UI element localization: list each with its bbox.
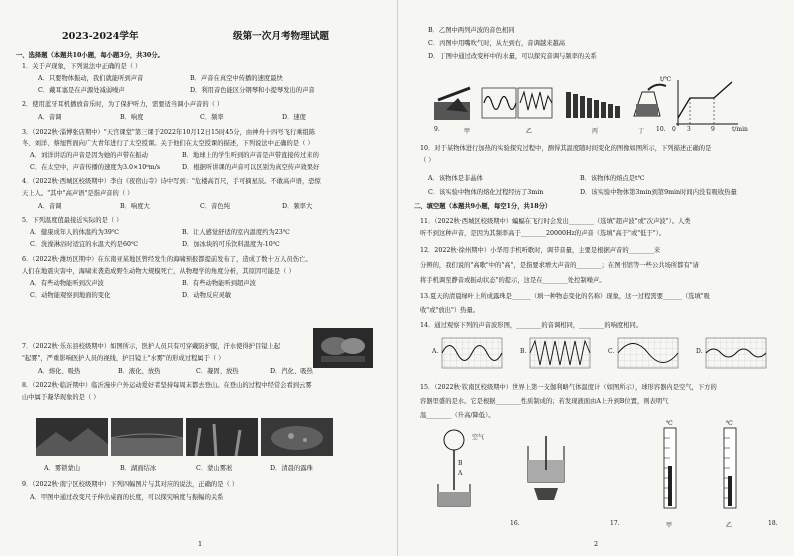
section-2-heading: 二、填空题（本题共9小题，每空1分，共18分） (414, 203, 552, 210)
q11-line-2: 听不到这种声音，是因为其频率高于________20000Hz的声音（选填"高于"或"低于"）。 (420, 230, 666, 237)
q10-y-axis-label: t/℃ (660, 76, 672, 83)
q12-line-2: 分辨的，我们说的"高歌"中的"高"，是指要求增大声音的________；在图书馆等一些公共场所都有"请 (420, 262, 699, 269)
q10-option-b[interactable]: B．该物体的熔点是t℃ (580, 175, 645, 182)
q13-line-1: 13.夏天的清晨绿叶上所成露珠是______（填一种物态变化的名称）现象，这一过程需要______（选填"吸 (420, 293, 710, 300)
fig-bing-label: 丙 (592, 128, 599, 135)
q4-line-1: 4．（2022秋·西城区校级期中）李白《夜宿山寺》诗中写到："危楼高百尺，手可摘星辰。不敢高声语，恐惊 (22, 178, 321, 185)
figure-bing-bottles (566, 92, 620, 118)
page-number-left: 1 (198, 540, 203, 548)
q8-option-b[interactable]: B．湖面结冰 (120, 465, 157, 472)
waveform-b (530, 338, 590, 368)
q15-line-1: 15．（2022秋·钦南区校级期中）世界上第一支伽利略气体温度计（如图所示），球形容器内是空气，下方的 (420, 384, 717, 391)
q6-option-b[interactable]: B．有些动物能听到超声波 (182, 280, 256, 287)
waveform-d-label: D. (696, 348, 703, 355)
waveform-b-label: B. (520, 348, 527, 355)
fig18-number: 18. (768, 520, 778, 527)
q2-option-c[interactable]: C．频率 (200, 114, 224, 121)
q1-option-d[interactable]: D．利用音色能区分钢琴和小提琴发出的声音 (190, 87, 315, 94)
q3-option-d[interactable]: D．根据听讲课的声音可以区别为真空传声效果好 (182, 164, 320, 171)
q10-heating-graph (676, 80, 738, 126)
q10-tick-9: 9 (711, 126, 715, 133)
q5-option-a[interactable]: A．健康成年人的体温约为39℃ (30, 229, 119, 236)
thermometer-jia-unit: ℃ (666, 420, 673, 427)
galileo-thermometer (438, 430, 470, 506)
waveform-a (442, 338, 502, 368)
q6-option-d[interactable]: D．动物反应灵敏 (182, 292, 232, 299)
photo-dew (261, 418, 333, 456)
q9-option-d[interactable]: D．丁图中通过改变杯中的水量，可以探究音调与频率的关系 (428, 53, 597, 60)
q10-x-axis-label: t/min (732, 126, 748, 133)
waveform-c-label: C. (608, 348, 615, 355)
q9-option-a[interactable]: A．甲图中通过改变尺子伸出桌面的长度，可以探究响度与振幅的关系 (30, 494, 224, 501)
q9-option-b[interactable]: B．乙图中两列声波的音色相同 (428, 27, 515, 34)
q4-line-2: 天上人。"其中"高声语"是指声音的（ ） (22, 190, 134, 197)
q12-line-3: 将手机调至静音或振动状态"的提示，这是在________处控制噪声。 (420, 277, 606, 284)
fig-ding-label: 丁 (638, 128, 645, 135)
q6-line-1: 6．（2022秋·潍坊区期中）在东南亚某地区曾经发生的海啸预报都提前发布了，造成了数十万人员伤亡。 (22, 256, 312, 263)
waveform-c (618, 338, 678, 368)
q11-line-1: 11．（2022秋·西城区校级期中）蝙蝠在飞行时会发出________（选填"超声波"或"次声波"）。人类 (420, 218, 691, 225)
photo-frozen-lake (111, 418, 183, 456)
beaker-heating (528, 436, 564, 500)
section-1-heading: 一、选择题（本题共10小题，每小题3分，共30分。 (16, 52, 164, 59)
point-b-label: B (458, 460, 463, 467)
q8-option-d[interactable]: D．清晨的露珠 (270, 465, 313, 472)
q1-option-c[interactable]: C．戴耳塞是在声源处减弱噪声 (38, 87, 125, 94)
q9-line-1: 9．（2022秋·南宁区校级期中）下列四幅图片与其对应的说法，正确的是（ ） (22, 481, 239, 488)
thermometer-yi (724, 428, 736, 508)
q3-option-c[interactable]: C．在太空中，声音传播的速度为3.0×10⁸m/s (30, 164, 161, 171)
q6-option-a[interactable]: A．有些动物能听到次声波 (30, 280, 104, 287)
right-page (397, 0, 794, 556)
q3-option-a[interactable]: A．刘洋讲话的声音是因为她的声带在振动 (30, 152, 148, 159)
photo-fog-mountain (36, 418, 108, 456)
q2-stem: 2．使用蓝牙耳机播放音乐时，为了保护听力，需要适当调小声音的（ ） (22, 101, 224, 108)
q10-line-1: 10．对于某物体进行加热的实验探究过程中，测得其温度随时间变化的图像如图所示，下列描述正确的是 (420, 145, 712, 152)
q10-line-2: （ ） (420, 157, 435, 164)
q15-line-2: 容器里盛的是水。它是根据________性质制成的；若发现液面由A上升到B位置，则表明气 (420, 398, 669, 405)
q7-option-c[interactable]: C．凝固、放热 (196, 368, 239, 375)
fig17-number: 17. (610, 520, 620, 527)
fig-jia-label: 甲 (464, 128, 471, 135)
q5-option-b[interactable]: B．让人感觉舒适的室内温度约为23℃ (182, 229, 290, 236)
q5-option-d[interactable]: D．加冰块的可乐饮料温度为-10℃ (182, 241, 280, 248)
q3-option-b[interactable]: B．地球上的学生听到的声音是声带直接传过来的 (182, 152, 319, 159)
q10-option-a[interactable]: A．该物体是非晶体 (428, 175, 483, 182)
q2-option-b[interactable]: B．响度 (120, 114, 144, 121)
figure-ding-glass (634, 85, 666, 116)
q10-option-c[interactable]: C．该实验中物体的熔化过程经历了3min (428, 189, 544, 196)
q15-line-3: 温________（升高/降低）。 (420, 412, 495, 419)
thermometer-yi-unit: ℃ (726, 420, 733, 427)
fig9-number: 9. (434, 126, 440, 133)
q6-line-2: 人们在地震灾害中，海啸来袭造成野生动物大规模死亡，从物理学的角度分析，其原因可能是（ ） (22, 268, 295, 275)
waveform-a-label: A. (432, 348, 439, 355)
fig-yi-label: 乙 (526, 128, 533, 135)
q3-line-2: 冬、刘洋、蔡旭哲面向广大青年进行了太空授课。关于他们在太空授课的描述，下列说法中正确的是（ ） (22, 140, 314, 147)
q10-tick-3: 3 (687, 126, 691, 133)
q14-stem: 14．通过观察下列的声音波形图，________的音调相同，________的响度相同。 (420, 322, 643, 329)
q8-option-c[interactable]: C．蒙山雾凇 (196, 465, 233, 472)
q7-line-1: 7．（2022秋·乐东县校级期中）如图所示，医护人员只有可穿戴防护服，汗水使得护目镜上起 (22, 343, 281, 350)
q1-stem: 1．关于声现象，下列说法中正确的是（ ） (22, 63, 142, 70)
q5-stem: 5．下列温度值最接近实际的是（ ） (22, 217, 123, 224)
q8-option-a[interactable]: A．雾锁蒙山 (44, 465, 81, 472)
q9-option-c[interactable]: C．丙图中用嘴吹气时，从左到右，音调越来越高 (428, 40, 566, 47)
q6-option-c[interactable]: C．动物能观察到地面的变化 (30, 292, 111, 299)
thermometer-jia (664, 428, 676, 508)
page-number-right: 2 (594, 540, 599, 548)
fig16-number: 16. (510, 520, 520, 527)
q7-option-d[interactable]: D．汽化、吸热 (270, 368, 313, 375)
q1-option-b[interactable]: B．声音在真空中传播的速度最快 (190, 75, 283, 82)
fig10-number: 10. (656, 126, 666, 133)
q13-line-2: 收"或"放出"）热量。 (420, 307, 480, 314)
exam-title-left: 2023-2024学年 (62, 31, 139, 42)
thermometer-jia-label: 甲 (666, 522, 673, 529)
q4-option-c[interactable]: C．音色纯 (200, 203, 231, 210)
q4-option-d[interactable]: D．频率大 (282, 203, 313, 210)
q8-line-1: 8．（2022秋·临沂期中）临沂漫步户外运动爱好者坚持每周末都去登山。在登山的过程中经常会看到云雾 (22, 382, 312, 389)
figure-jia-ruler (434, 88, 470, 120)
q2-option-d[interactable]: D．速度 (282, 114, 306, 121)
q5-option-c[interactable]: C．洗澡淋浴时适宜的水温大约是60℃ (30, 241, 139, 248)
q4-option-b[interactable]: B．响度大 (120, 203, 150, 210)
q3-line-1: 3．（2022秋·淄博张店期中）"天宫课堂"第三课于2022年10月12日15时45分，由神舟十四号飞行乘组陈 (22, 129, 316, 136)
air-label: 空气 (472, 434, 485, 441)
q7-option-b[interactable]: B．液化、放热 (118, 368, 161, 375)
thermometer-yi-label: 乙 (726, 522, 733, 529)
q12-line-1: 12．2022秋·徐州期中）小华用手机听歌时，调节音量，主要是根据声音的________来 (420, 247, 661, 254)
figure-yi-waveforms (482, 88, 552, 118)
waveform-d (706, 338, 766, 368)
q7-option-a[interactable]: A．熔化、吸热 (38, 368, 81, 375)
q8-line-2: 山中属于凝华现象的是（ ） (22, 394, 100, 401)
goggles-photo (313, 328, 373, 368)
exam-title-continuation: 级第一次月考物理试题 (233, 31, 329, 42)
q10-tick-0: 0 (672, 126, 676, 133)
q10-option-d[interactable]: D．该实验中物体第3min到第9min时间内没有吸收热量 (580, 189, 737, 196)
q7-line-2: "起雾"，严重影响医护人员的视线，护目镜上"水雾"的形成过程属于（ ） (22, 355, 225, 362)
q1-option-a[interactable]: A．只要物体振动，我们就能听到声音 (38, 75, 144, 82)
q4-option-a[interactable]: A．音调 (38, 203, 62, 210)
point-a-label: A (458, 470, 463, 477)
q2-option-a[interactable]: A．音调 (38, 114, 62, 121)
photo-rime (186, 418, 258, 456)
